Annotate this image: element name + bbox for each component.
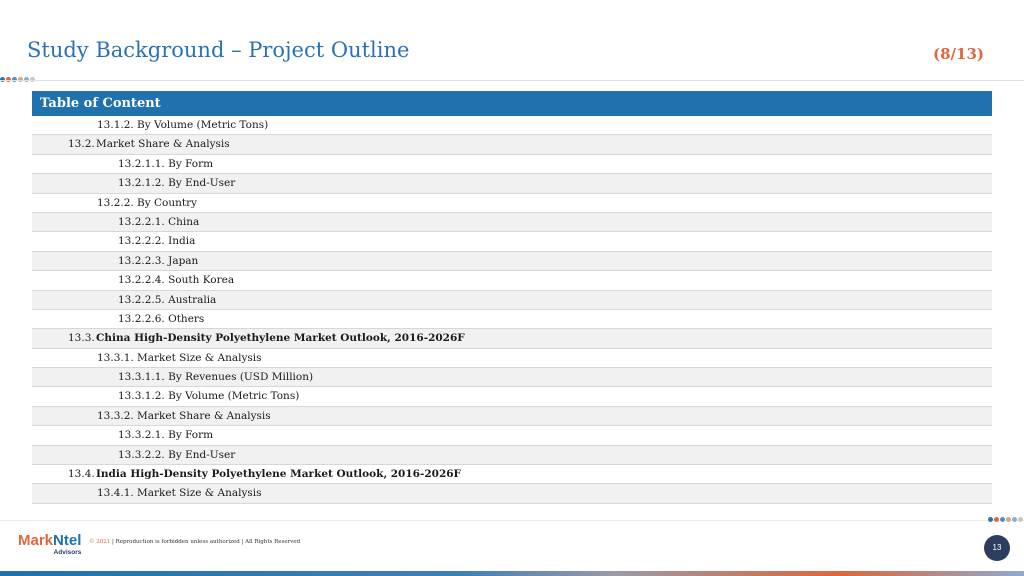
logo-text-ntel: Ntel [53,532,82,549]
toc-row [32,174,992,193]
toc-row-text: China High-Density Polyethylene Market Outlook, 2016-2026F [96,332,465,345]
bottom-gradient-bar [0,571,1024,576]
toc-row-text: By Form [168,157,214,170]
toc-row-text: Market Size & Analysis [137,487,262,500]
decorative-dots-bottom [988,517,1023,522]
copyright-notice [89,539,300,545]
toc-row-number: 13.2. [68,138,95,151]
table-of-content [32,91,992,504]
decorative-dot [1012,517,1017,522]
toc-row-text: Australia [168,293,217,306]
page-title: Study Background – Project Outline [27,38,410,62]
toc-row-text: India [168,235,196,248]
toc-row [32,232,992,251]
toc-row-number: 13.1.2. [97,119,134,131]
copyright-year: © 2021 [89,539,111,545]
toc-row [32,291,992,310]
toc-row-number: 13.2.2. [97,196,134,209]
decorative-dot [994,517,999,522]
toc-row-number: 13.2.1.2. [118,177,165,190]
toc-row-text: Market Share & Analysis [137,409,271,422]
footer-divider [0,520,1024,521]
toc-row-number: 13.3.1. [97,351,134,364]
page-counter: (8/13) [933,45,984,63]
toc-row-number: 13.3.2.2. [118,448,165,461]
logo-subtitle: Advisors [53,549,82,556]
toc-row-text: India High-Density Polyethylene Market Outlook, 2016-2026F [96,468,462,481]
toc-row-text: Market Share & Analysis [96,138,230,151]
toc-row-number: 13.2.2.3. [118,254,165,267]
toc-row-text: By Country [137,196,198,209]
toc-row [32,368,992,387]
toc-row-number: 13.3.2. [97,409,134,422]
toc-row [32,465,992,484]
toc-row-text: By End-User [168,448,236,461]
logo-text-mark: Mark [18,532,54,549]
toc-row-number: 13.2.2.5. [118,293,165,306]
toc-row [32,135,992,154]
toc-row [32,252,992,271]
toc-row [32,484,992,503]
toc-row [32,194,992,213]
decorative-dot [988,517,993,522]
toc-row [32,310,992,329]
toc-row-number: 13.3. [68,332,95,345]
toc-row [32,446,992,465]
toc-row-number: 13.4. [68,468,95,481]
toc-row-number: 13.3.1.1. [118,371,165,384]
decorative-dot [1000,517,1005,522]
toc-row-text: By End-User [168,177,236,190]
toc-row [32,407,992,426]
markntel-logo [18,533,81,556]
copyright-text: | Reproduction is forbidden unless authorized | All Rights Reserved [110,539,301,545]
toc-row-number: 13.3.1.2. [118,390,165,403]
toc-row [32,329,992,348]
toc-row-number: 13.2.2.6. [118,312,165,325]
toc-row-number: 13.2.1.1. [118,157,165,170]
toc-row [32,213,992,232]
toc-row-text: By Volume (Metric Tons) [137,119,269,131]
toc-row [32,155,992,174]
toc-row-text: By Form [168,429,214,442]
toc-row-text: By Revenues (USD Million) [168,371,314,384]
toc-row-text: Others [168,312,205,325]
toc-row [32,271,992,290]
toc-list [32,116,992,504]
toc-row-number: 13.2.2.4. [118,274,165,287]
toc-row-number: 13.2.2.2. [118,235,165,248]
toc-row [32,349,992,368]
toc-row-number: 13.2.2.1. [118,215,165,228]
toc-row-text: Market Size & Analysis [137,351,262,364]
decorative-dot [1018,517,1023,522]
toc-row-text: Japan [168,254,199,267]
decorative-dot [1006,517,1011,522]
toc-row [32,426,992,445]
header-divider [0,80,1024,81]
page-number-badge: 13 [984,535,1010,561]
toc-row-text: South Korea [168,274,235,287]
toc-row-number: 13.4.1. [97,487,134,500]
toc-row [32,116,992,135]
toc-row-number: 13.3.2.1. [118,429,165,442]
toc-row-text: By Volume (Metric Tons) [168,390,300,403]
toc-heading: Table of Content [32,91,992,116]
toc-row-text: China [168,215,200,228]
toc-row [32,387,992,406]
